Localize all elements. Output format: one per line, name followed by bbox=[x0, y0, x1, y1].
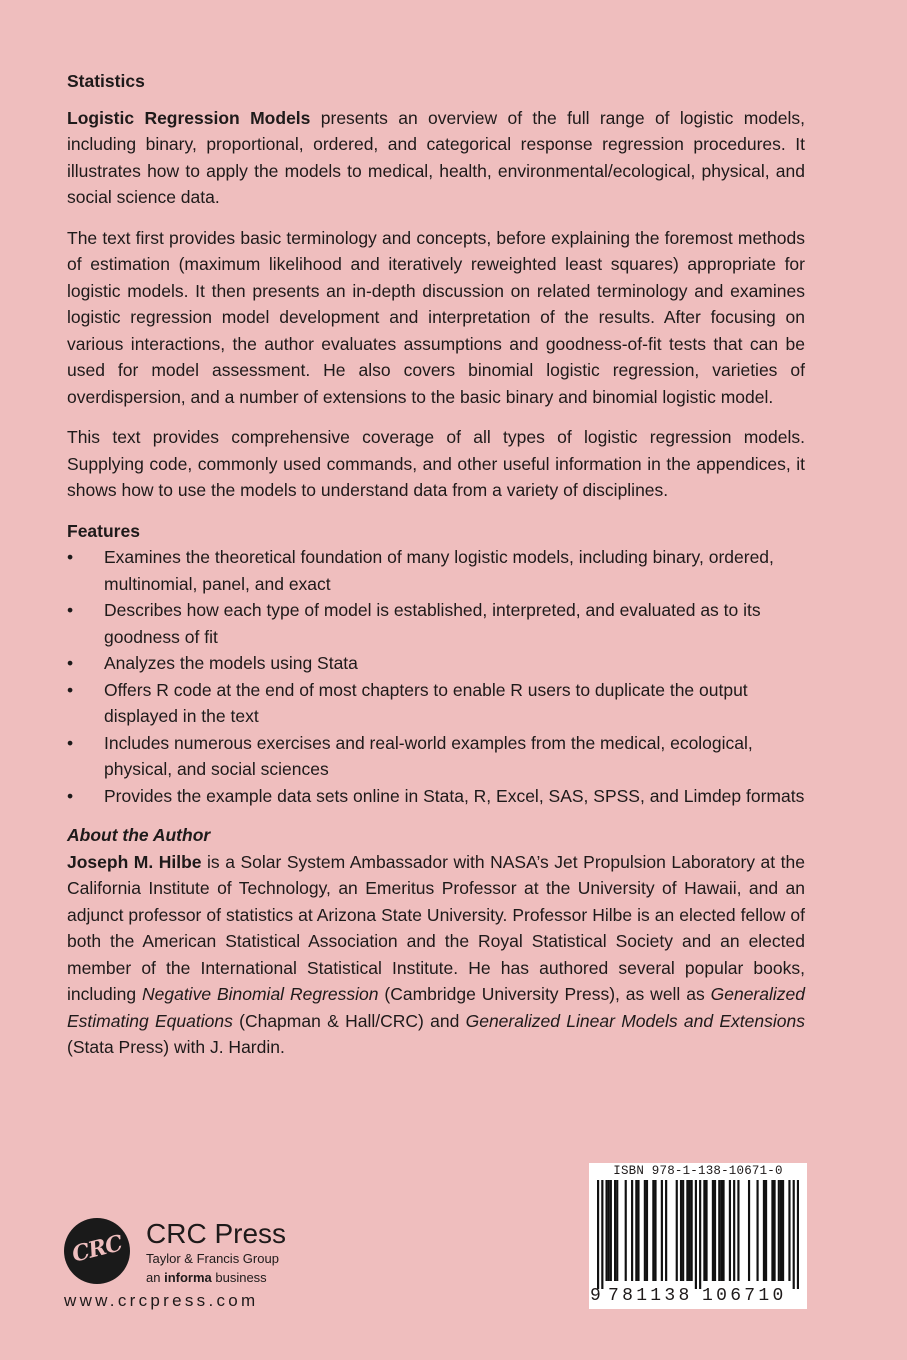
bullet-icon: • bbox=[67, 653, 74, 673]
barcode-bar bbox=[676, 1180, 678, 1281]
barcode-bar bbox=[688, 1180, 690, 1281]
barcode-bar bbox=[737, 1180, 739, 1281]
book-title: Logistic Regression Models bbox=[67, 107, 311, 128]
barcode-bar bbox=[680, 1180, 682, 1281]
barcode-bar bbox=[705, 1180, 707, 1281]
barcode-bar bbox=[780, 1180, 782, 1281]
barcode-bar bbox=[682, 1180, 684, 1281]
barcode-bar bbox=[635, 1180, 637, 1281]
list-item: • Provides the example data sets online in Stata, R, Excel, SAS, SPSS, and Limdep formats bbox=[67, 783, 805, 810]
isbn-barcode: ISBN 978-1-138-10671-0 9 781138 106710 bbox=[589, 1163, 807, 1309]
barcode-bar bbox=[665, 1180, 667, 1281]
list-item: • Examines the theoretical foundation of many logistic models, including binary, ordered, multinomial, panel, and exact bbox=[67, 544, 805, 597]
barcode-bar bbox=[720, 1180, 722, 1281]
barcode-bar bbox=[691, 1180, 693, 1281]
barcode-bar bbox=[703, 1180, 705, 1281]
publisher-url: www.crcpress.com bbox=[64, 1291, 259, 1310]
author-name: Joseph M. Hilbe bbox=[67, 851, 202, 872]
intro-text: presents an overview of the full range of logistic models, including binary, proportional, ordered, and categorical response regression procedures. It illustrates how to apply the models to medical, health, environmental/ecological, physical, and social science data. bbox=[67, 107, 806, 207]
barcode-bar bbox=[637, 1180, 639, 1281]
barcode-bar bbox=[782, 1180, 784, 1281]
description-paragraph: The text first provides basic terminology and concepts, before explaining the foremost methods of estimation (maximum likelihood and iteratively reweighted least squares) appropriate for logistic models. It then presents an in-depth discussion on related terminology and examines logistic regression model development and interpretation of the results. After focusing on various interactions, the author evaluates assumptions and goodness-of-fit tests that can be used for model assessment. He also covers binomial logistic regression, varieties of overdispersion, and a number of extensions to the basic binary and binomial logistic model. bbox=[67, 227, 805, 407]
publisher-logo bbox=[64, 1218, 294, 1318]
list-item: • Analyzes the models using Stata bbox=[67, 650, 805, 677]
barcode-bar bbox=[771, 1180, 773, 1281]
intro-paragraph bbox=[67, 105, 805, 211]
bullet-icon: • bbox=[67, 547, 74, 567]
bullet-icon: • bbox=[67, 600, 74, 620]
barcode-bar bbox=[797, 1180, 799, 1289]
barcode-bar bbox=[644, 1180, 646, 1281]
barcode-bar bbox=[646, 1180, 648, 1281]
coverage-paragraph: This text provides comprehensive coverage of all types of logistic regression models. Supplying code, commonly used commands, and other useful information in the appendices, it shows how to use the models to understand data from a variety of disciplines. bbox=[67, 427, 805, 500]
barcode-bar bbox=[610, 1180, 612, 1281]
book-reference: Generalized Estimating Equations bbox=[67, 984, 805, 1031]
barcode-bar bbox=[631, 1180, 633, 1281]
barcode-bar bbox=[793, 1180, 795, 1289]
barcode-bar bbox=[614, 1180, 616, 1281]
bullet-icon: • bbox=[67, 785, 74, 806]
barcode-bar bbox=[606, 1180, 608, 1281]
barcode-bar bbox=[765, 1180, 767, 1281]
about-heading: About the Author bbox=[67, 825, 211, 845]
barcode-bar bbox=[654, 1180, 656, 1281]
publisher-name: CRC Press bbox=[146, 1218, 287, 1249]
book-reference: Generalized Linear Models and Extensions bbox=[465, 1010, 805, 1031]
barcode-bar bbox=[778, 1180, 780, 1281]
barcode-bar bbox=[729, 1180, 731, 1281]
list-item: • Offers R code at the end of most chapters to enable R users to duplicate the output displayed in the text bbox=[67, 677, 805, 730]
barcode-bar bbox=[748, 1180, 750, 1281]
barcode-bar bbox=[686, 1180, 688, 1281]
barcode-bar bbox=[763, 1180, 765, 1281]
barcode-bar bbox=[718, 1180, 720, 1281]
barcode-bar bbox=[695, 1180, 697, 1289]
barcode-bar bbox=[733, 1180, 735, 1281]
barcode-bar bbox=[712, 1180, 714, 1281]
barcode-bar bbox=[608, 1180, 610, 1281]
logo-letters: CRC bbox=[69, 1230, 125, 1268]
barcode-bar bbox=[601, 1180, 603, 1289]
barcode-bar bbox=[625, 1180, 627, 1281]
barcode-bar bbox=[756, 1180, 758, 1281]
barcode-bar bbox=[699, 1180, 701, 1289]
barcode-bars bbox=[597, 1180, 799, 1289]
back-cover-text bbox=[67, 68, 805, 1061]
author-bio: Joseph M. Hilbe is a Solar System Ambassador with NASA’s Jet Propulsion Laboratory at the California Institute of Technology, an Emeritus Professor at the University of Hawaii, and an adjunct professor of statistics at Arizona State University. Professor Hilbe is an elected fellow of both the American Statistical Association and the Royal Statistical Society and an elected member of the International Statistical Institute. He has authored several popular books, including Negative Binomial Regression (Cambridge University Press), as well as Generalized Estimating Equations (Chapman & Hall/CRC) and Generalized Linear Models and Extensions (Stata Press) with J. Hardin. bbox=[67, 851, 805, 1057]
barcode-bar bbox=[788, 1180, 790, 1281]
barcode-bar bbox=[773, 1180, 775, 1281]
publisher-tagline: an informa business bbox=[146, 1270, 267, 1285]
barcode-bar bbox=[597, 1180, 599, 1289]
barcode-bar bbox=[616, 1180, 618, 1281]
bullet-icon: • bbox=[67, 732, 74, 753]
barcode-bar bbox=[722, 1180, 724, 1281]
barcode-bar bbox=[714, 1180, 716, 1281]
barcode-bar bbox=[661, 1180, 663, 1281]
crc-logo-icon bbox=[64, 1218, 130, 1284]
category-heading: Statistics bbox=[67, 71, 145, 91]
bullet-icon: • bbox=[67, 679, 74, 700]
book-reference: Negative Binomial Regression bbox=[141, 984, 379, 1004]
list-item: • Describes how each type of model is established, interpreted, and evaluated as to its goodness of fit bbox=[67, 597, 805, 650]
barcode-bar bbox=[652, 1180, 654, 1281]
publisher-group: Taylor & Francis Group bbox=[146, 1251, 279, 1266]
features-heading: Features bbox=[67, 520, 140, 541]
list-item: • Includes numerous exercises and real-world examples from the medical, ecological, physical, and social sciences bbox=[67, 730, 805, 783]
features-list bbox=[67, 544, 805, 809]
isbn-label: ISBN 978-1-138-10671-0 bbox=[613, 1164, 783, 1178]
